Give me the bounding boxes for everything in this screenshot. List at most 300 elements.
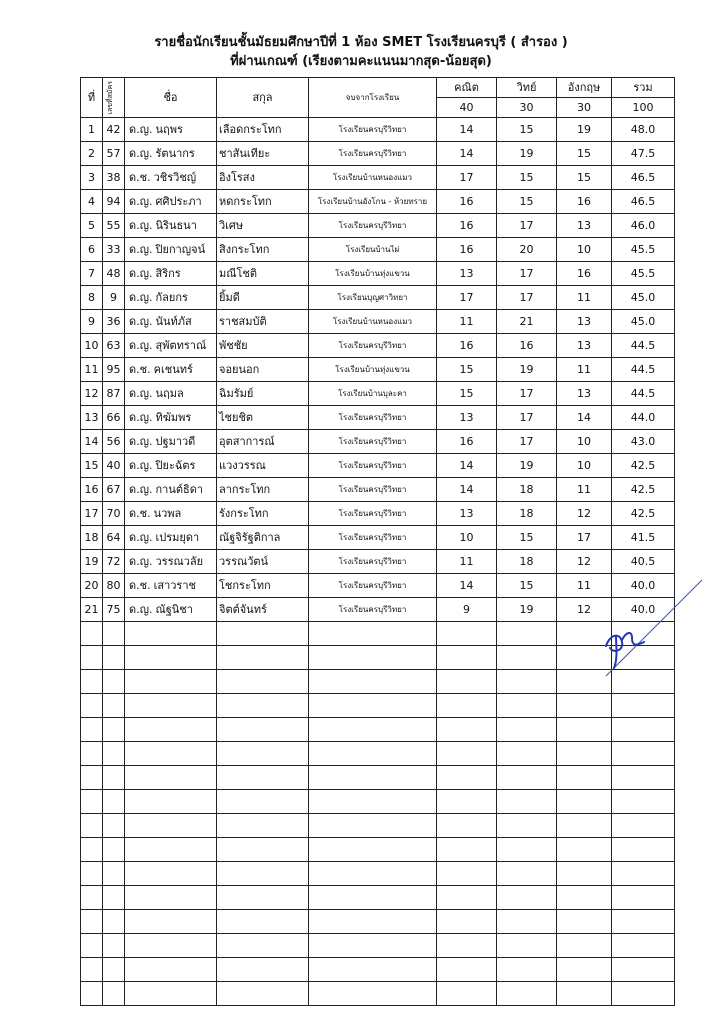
- cell-first: คเชนทร์: [153, 362, 193, 376]
- cell-sci: 15: [497, 118, 557, 142]
- cell-school: โรงเรียนบ้านบุละคา: [309, 382, 437, 406]
- empty-cell: [309, 670, 437, 694]
- cell-school: โรงเรียนบุญศาวิทยา: [309, 286, 437, 310]
- cell-sci: 19: [497, 358, 557, 382]
- cell-app-no: 63: [103, 334, 125, 358]
- empty-cell: [437, 862, 497, 886]
- empty-cell: [612, 958, 675, 982]
- cell-eng: 16: [557, 262, 612, 286]
- cell-first-name: [125, 502, 217, 526]
- empty-cell: [309, 838, 437, 862]
- cell-app-no: 9: [103, 286, 125, 310]
- cell-prefix: ด.ช.: [129, 170, 151, 184]
- empty-cell: [497, 862, 557, 886]
- cell-prefix: ด.ช.: [129, 506, 151, 520]
- empty-cell: [309, 934, 437, 958]
- empty-cell: [437, 886, 497, 910]
- cell-eng: 13: [557, 310, 612, 334]
- cell-last-name: ยิ้มดี: [217, 286, 309, 310]
- cell-school: โรงเรียนบ้านหนองแมว: [309, 310, 437, 334]
- cell-eng: 16: [557, 190, 612, 214]
- cell-total: 46.5: [612, 190, 675, 214]
- cell-first-name: [125, 454, 217, 478]
- cell-eng: 10: [557, 430, 612, 454]
- cell-sci: 20: [497, 238, 557, 262]
- cell-total: 42.5: [612, 478, 675, 502]
- cell-math: 16: [437, 334, 497, 358]
- cell-prefix: ด.ญ.: [129, 482, 153, 496]
- empty-cell: [497, 814, 557, 838]
- empty-cell: [309, 694, 437, 718]
- cell-first: สิริกร: [155, 266, 181, 280]
- cell-first-name: [125, 478, 217, 502]
- empty-cell: [217, 742, 309, 766]
- cell-math: 16: [437, 190, 497, 214]
- empty-cell: [437, 982, 497, 1006]
- cell-math: 17: [437, 286, 497, 310]
- cell-school: โรงเรียนครบุรีวิทยา: [309, 406, 437, 430]
- cell-sci: 19: [497, 454, 557, 478]
- cell-sci: 15: [497, 190, 557, 214]
- empty-cell: [497, 838, 557, 862]
- cell-last-name: หดกระโทก: [217, 190, 309, 214]
- cell-first-name: [125, 190, 217, 214]
- cell-sci: 17: [497, 430, 557, 454]
- cell-total: 45.5: [612, 238, 675, 262]
- cell-app-no: 94: [103, 190, 125, 214]
- cell-first-name: [125, 142, 217, 166]
- empty-cell: [497, 790, 557, 814]
- table-row: [81, 430, 675, 454]
- empty-cell: [557, 886, 612, 910]
- empty-cell: [612, 886, 675, 910]
- empty-row: [81, 694, 675, 718]
- empty-cell: [497, 646, 557, 670]
- header-math: คณิต: [437, 78, 497, 98]
- cell-last-name: ฉิมรัมย์: [217, 382, 309, 406]
- cell-first-name: [125, 214, 217, 238]
- cell-school: โรงเรียนบ้านทุ่งแขวน: [309, 358, 437, 382]
- empty-cell: [612, 862, 675, 886]
- cell-school: โรงเรียนครบุรีวิทยา: [309, 502, 437, 526]
- header-no: ที่: [81, 78, 103, 118]
- cell-first: ทิฆัมพร: [155, 410, 192, 424]
- empty-cell: [217, 718, 309, 742]
- cell-last-name: ไชยชิต: [217, 406, 309, 430]
- empty-row: [81, 958, 675, 982]
- cell-first-name: [125, 430, 217, 454]
- empty-row: [81, 814, 675, 838]
- empty-cell: [497, 694, 557, 718]
- empty-cell: [217, 910, 309, 934]
- empty-cell: [497, 718, 557, 742]
- empty-cell: [309, 742, 437, 766]
- cell-first-name: [125, 334, 217, 358]
- cell-app-no: 36: [103, 310, 125, 334]
- empty-row: [81, 790, 675, 814]
- cell-no: 21: [81, 598, 103, 622]
- cell-first-name: [125, 118, 217, 142]
- cell-prefix: ด.ช.: [129, 362, 151, 376]
- empty-cell: [309, 646, 437, 670]
- table-row: [81, 454, 675, 478]
- empty-cell: [217, 646, 309, 670]
- empty-cell: [125, 670, 217, 694]
- cell-math: 16: [437, 214, 497, 238]
- table-row: [81, 382, 675, 406]
- empty-cell: [557, 766, 612, 790]
- cell-sci: 15: [497, 526, 557, 550]
- cell-first-name: [125, 550, 217, 574]
- cell-app-no: 95: [103, 358, 125, 382]
- cell-prefix: ด.ญ.: [129, 458, 153, 472]
- table-row: [81, 118, 675, 142]
- empty-cell: [612, 814, 675, 838]
- empty-cell: [557, 862, 612, 886]
- cell-eng: 12: [557, 502, 612, 526]
- empty-cell: [497, 742, 557, 766]
- cell-school: โรงเรียนครบุรีวิทยา: [309, 598, 437, 622]
- cell-app-no: 57: [103, 142, 125, 166]
- empty-cell: [81, 670, 103, 694]
- cell-no: 10: [81, 334, 103, 358]
- document-title: รายชื่อนักเรียนชั้นมัธยมศึกษาปีที่ 1 ห้อง SMET โรงเรียนครบุรี ( สำรอง ): [154, 35, 568, 50]
- empty-cell: [81, 934, 103, 958]
- empty-cell: [81, 862, 103, 886]
- cell-last-name: อิงโรสง: [217, 166, 309, 190]
- empty-cell: [437, 622, 497, 646]
- cell-sci: 21: [497, 310, 557, 334]
- empty-cell: [81, 910, 103, 934]
- cell-first: ณัฐนิชา: [155, 602, 193, 616]
- table-row: [81, 166, 675, 190]
- cell-app-no: 56: [103, 430, 125, 454]
- cell-sci: 17: [497, 286, 557, 310]
- cell-sci: 18: [497, 502, 557, 526]
- empty-cell: [217, 958, 309, 982]
- cell-total: 43.0: [612, 430, 675, 454]
- cell-no: 12: [81, 382, 103, 406]
- table-row: [81, 262, 675, 286]
- empty-cell: [103, 934, 125, 958]
- cell-eng: 11: [557, 286, 612, 310]
- cell-math: 13: [437, 262, 497, 286]
- empty-cell: [103, 982, 125, 1006]
- cell-prefix: ด.ญ.: [129, 314, 153, 328]
- cell-first: เปรมยุดา: [155, 530, 200, 544]
- cell-first-name: [125, 574, 217, 598]
- cell-math: 11: [437, 550, 497, 574]
- cell-first: เสาวราช: [153, 578, 196, 592]
- cell-school: โรงเรียนครบุรีวิทยา: [309, 142, 437, 166]
- cell-last-name: จิตต์จันทร์: [217, 598, 309, 622]
- cell-first: กานต์ธิดา: [155, 482, 204, 496]
- cell-math: 13: [437, 502, 497, 526]
- cell-app-no: 38: [103, 166, 125, 190]
- empty-row: [81, 742, 675, 766]
- empty-cell: [612, 910, 675, 934]
- cell-last-name: โชกระโทก: [217, 574, 309, 598]
- table-row: [81, 334, 675, 358]
- cell-eng: 11: [557, 358, 612, 382]
- cell-school: โรงเรียนบ้านอังโกน - ห้วยทราย: [309, 190, 437, 214]
- cell-last-name: แวงวรรณ: [217, 454, 309, 478]
- cell-school: โรงเรียนครบุรีวิทยา: [309, 430, 437, 454]
- cell-no: 5: [81, 214, 103, 238]
- cell-last-name: วิเศษ: [217, 214, 309, 238]
- empty-cell: [103, 742, 125, 766]
- cell-no: 6: [81, 238, 103, 262]
- table-row: [81, 406, 675, 430]
- table-row: [81, 478, 675, 502]
- cell-eng: 13: [557, 382, 612, 406]
- empty-cell: [81, 886, 103, 910]
- empty-cell: [309, 862, 437, 886]
- empty-cell: [125, 790, 217, 814]
- empty-cell: [103, 646, 125, 670]
- cell-first: ศศิประภา: [155, 194, 202, 208]
- cell-first-name: [125, 286, 217, 310]
- cell-no: 16: [81, 478, 103, 502]
- results-table: [80, 77, 675, 1006]
- empty-cell: [125, 862, 217, 886]
- cell-last-name: จอยนอก: [217, 358, 309, 382]
- cell-total: 40.0: [612, 574, 675, 598]
- cell-school: โรงเรียนครบุรีวิทยา: [309, 550, 437, 574]
- cell-total: 47.5: [612, 142, 675, 166]
- empty-cell: [125, 910, 217, 934]
- cell-no: 1: [81, 118, 103, 142]
- empty-cell: [497, 934, 557, 958]
- empty-cell: [125, 766, 217, 790]
- cell-total: 48.0: [612, 118, 675, 142]
- empty-row: [81, 886, 675, 910]
- empty-cell: [103, 694, 125, 718]
- cell-prefix: ด.ญ.: [129, 146, 153, 160]
- cell-prefix: ด.ญ.: [129, 122, 153, 136]
- empty-cell: [309, 718, 437, 742]
- empty-cell: [103, 862, 125, 886]
- empty-cell: [497, 886, 557, 910]
- cell-no: 8: [81, 286, 103, 310]
- empty-cell: [557, 958, 612, 982]
- cell-app-no: 70: [103, 502, 125, 526]
- cell-school: โรงเรียนครบุรีวิทยา: [309, 334, 437, 358]
- cell-school: โรงเรียนบ้านไผ่: [309, 238, 437, 262]
- empty-cell: [125, 742, 217, 766]
- header-app-no: เลขที่สมัคร: [103, 78, 125, 118]
- table-row: [81, 142, 675, 166]
- cell-last-name: วรรณวัตน์: [217, 550, 309, 574]
- document-subtitle: ที่ผ่านเกณฑ์ (เรียงตามคะแนนมากสุด-น้อยสุด): [230, 54, 492, 69]
- cell-last-name: ราชสมบัติ: [217, 310, 309, 334]
- cell-sci: 17: [497, 262, 557, 286]
- empty-cell: [437, 958, 497, 982]
- cell-eng: 12: [557, 598, 612, 622]
- cell-last-name: รังกระโทก: [217, 502, 309, 526]
- cell-total: 46.0: [612, 214, 675, 238]
- empty-cell: [437, 742, 497, 766]
- cell-app-no: 80: [103, 574, 125, 598]
- cell-app-no: 67: [103, 478, 125, 502]
- cell-no: 4: [81, 190, 103, 214]
- cell-app-no: 66: [103, 406, 125, 430]
- cell-no: 20: [81, 574, 103, 598]
- cell-school: โรงเรียนครบุรีวิทยา: [309, 526, 437, 550]
- table-row: [81, 550, 675, 574]
- empty-cell: [309, 886, 437, 910]
- empty-cell: [497, 766, 557, 790]
- empty-cell: [217, 694, 309, 718]
- cell-total: 40.0: [612, 598, 675, 622]
- cell-prefix: ด.ญ.: [129, 338, 153, 352]
- cell-school: โรงเรียนครบุรีวิทยา: [309, 574, 437, 598]
- cell-no: 11: [81, 358, 103, 382]
- header-total: รวม: [612, 78, 675, 98]
- empty-cell: [437, 934, 497, 958]
- cell-eng: 11: [557, 478, 612, 502]
- cell-last-name: สิงกระโทก: [217, 238, 309, 262]
- cell-first: วรรณวลัย: [155, 554, 204, 568]
- cell-last-name: พัชชัย: [217, 334, 309, 358]
- empty-cell: [103, 886, 125, 910]
- cell-total: 44.5: [612, 334, 675, 358]
- empty-cell: [437, 910, 497, 934]
- cell-total: 46.5: [612, 166, 675, 190]
- cell-math: 13: [437, 406, 497, 430]
- cell-app-no: 72: [103, 550, 125, 574]
- cell-math: 17: [437, 166, 497, 190]
- cell-sci: 17: [497, 406, 557, 430]
- empty-cell: [557, 910, 612, 934]
- empty-cell: [612, 694, 675, 718]
- cell-total: 42.5: [612, 454, 675, 478]
- cell-school: โรงเรียนครบุรีวิทยา: [309, 118, 437, 142]
- empty-cell: [309, 766, 437, 790]
- full-score-eng: 30: [557, 98, 612, 118]
- empty-cell: [103, 958, 125, 982]
- cell-math: 14: [437, 454, 497, 478]
- empty-cell: [103, 790, 125, 814]
- cell-math: 14: [437, 478, 497, 502]
- cell-first: นฤมล: [155, 386, 184, 400]
- empty-row: [81, 670, 675, 694]
- cell-no: 7: [81, 262, 103, 286]
- cell-first: นวพล: [153, 506, 182, 520]
- cell-eng: 14: [557, 406, 612, 430]
- empty-cell: [557, 934, 612, 958]
- cell-last-name: ลากระโทก: [217, 478, 309, 502]
- empty-cell: [437, 766, 497, 790]
- table-row: [81, 214, 675, 238]
- empty-cell: [217, 862, 309, 886]
- cell-prefix: ด.ญ.: [129, 290, 153, 304]
- cell-eng: 15: [557, 142, 612, 166]
- empty-cell: [125, 622, 217, 646]
- full-score-math: 40: [437, 98, 497, 118]
- header-school: จบจากโรงเรียน: [309, 78, 437, 118]
- cell-total: 45.0: [612, 310, 675, 334]
- empty-cell: [103, 670, 125, 694]
- cell-total: 45.0: [612, 286, 675, 310]
- cell-prefix: ด.ญ.: [129, 434, 153, 448]
- empty-cell: [557, 982, 612, 1006]
- empty-cell: [309, 958, 437, 982]
- empty-row: [81, 862, 675, 886]
- empty-cell: [309, 814, 437, 838]
- cell-math: 10: [437, 526, 497, 550]
- empty-cell: [217, 886, 309, 910]
- empty-cell: [497, 622, 557, 646]
- empty-cell: [81, 814, 103, 838]
- empty-row: [81, 910, 675, 934]
- cell-no: 18: [81, 526, 103, 550]
- empty-cell: [125, 646, 217, 670]
- header-eng: อังกฤษ: [557, 78, 612, 98]
- empty-cell: [217, 790, 309, 814]
- cell-total: 44.0: [612, 406, 675, 430]
- header-sci: วิทย์: [497, 78, 557, 98]
- cell-total: 44.5: [612, 382, 675, 406]
- cell-school: โรงเรียนบ้านทุ่งแขวน: [309, 262, 437, 286]
- cell-prefix: ด.ญ.: [129, 530, 153, 544]
- cell-prefix: ด.ญ.: [129, 410, 153, 424]
- empty-cell: [437, 814, 497, 838]
- cell-first-name: [125, 166, 217, 190]
- cell-first-name: [125, 358, 217, 382]
- empty-cell: [217, 670, 309, 694]
- cell-app-no: 64: [103, 526, 125, 550]
- cell-first: ปิยะฉัตร: [155, 458, 196, 472]
- cell-sci: 19: [497, 142, 557, 166]
- cell-sci: 18: [497, 550, 557, 574]
- cell-prefix: ด.ญ.: [129, 242, 153, 256]
- cell-first: วชิรวิชญ์: [153, 170, 197, 184]
- cell-eng: 13: [557, 334, 612, 358]
- empty-cell: [217, 814, 309, 838]
- table-row: [81, 238, 675, 262]
- cell-sci: 19: [497, 598, 557, 622]
- empty-row: [81, 766, 675, 790]
- empty-cell: [612, 742, 675, 766]
- empty-cell: [309, 982, 437, 1006]
- cell-eng: 19: [557, 118, 612, 142]
- empty-cell: [557, 742, 612, 766]
- empty-cell: [103, 622, 125, 646]
- empty-cell: [497, 982, 557, 1006]
- cell-first-name: [125, 262, 217, 286]
- cell-app-no: 87: [103, 382, 125, 406]
- empty-cell: [125, 718, 217, 742]
- cell-prefix: ด.ญ.: [129, 386, 153, 400]
- empty-row: [81, 838, 675, 862]
- cell-eng: 10: [557, 238, 612, 262]
- table-row: [81, 598, 675, 622]
- table-body: [81, 118, 675, 1006]
- empty-cell: [217, 622, 309, 646]
- empty-cell: [497, 670, 557, 694]
- empty-cell: [125, 934, 217, 958]
- empty-cell: [309, 622, 437, 646]
- cell-first-name: [125, 526, 217, 550]
- empty-cell: [125, 694, 217, 718]
- empty-cell: [81, 766, 103, 790]
- table-row: [81, 574, 675, 598]
- empty-cell: [437, 790, 497, 814]
- table-row: [81, 502, 675, 526]
- cell-no: 9: [81, 310, 103, 334]
- cell-first-name: [125, 238, 217, 262]
